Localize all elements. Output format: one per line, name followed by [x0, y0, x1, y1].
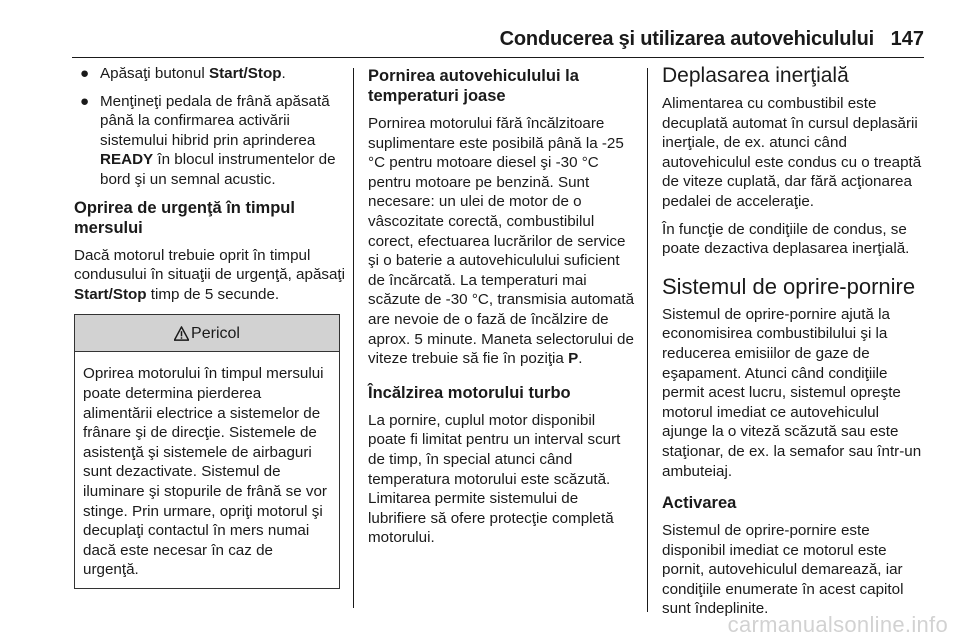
column-1	[74, 64, 350, 589]
section-heading: Deplasarea inerţială	[662, 64, 849, 87]
bullet-text: Menţineţi pedala de frână apăsată până la confirmarea activării sistemului hibrid prin aprinderea	[100, 92, 330, 149]
paragraph	[368, 114, 636, 369]
page-title: Conducerea şi utilizarea autovehiculului	[499, 28, 874, 50]
danger-box	[74, 314, 340, 589]
bullet-bold: READY	[100, 151, 154, 169]
section-heading: Pornirea autovehiculului la temperaturi joase	[368, 67, 579, 105]
list-item	[74, 64, 350, 84]
bullet-bold: Start/Stop	[208, 65, 282, 82]
paragraph	[74, 246, 350, 305]
header-divider	[72, 57, 924, 58]
paragraph-text: timp de 5 secunde.	[146, 285, 280, 303]
paragraph: Sistemul de oprire-pornire este disponibil imediat ce motorul este pornit, autovehiculul demarează, iar condiţiile enumerate în acest capitol sunt îndeplinite.	[662, 522, 904, 618]
bullet-text: Apăsaţi butonul	[100, 65, 209, 82]
column-3	[662, 64, 928, 627]
paragraph: Sistemul de oprire-pornire ajută la economisirea combustibilului şi la reducerea emisiilor de gaze de eşapament. Atunci când condiţiile permit acest lucru, sistemul opreşte motorul imediat ce autovehiculul ajunge la o viteză scăzută sau este staţionar, de ex. la semafor sau într-un ambuteiaj.	[662, 305, 922, 480]
section-heading: Activarea	[662, 494, 737, 513]
danger-title: Pericol	[191, 324, 240, 342]
column-divider	[353, 68, 354, 608]
danger-text: Oprirea motorului în timpul mersului poate determina pierderea alimentării electrice a sistemelor de frânare şi de direcţie. Sistemele de asistenţă şi sistemele de airbaguri sunt dezactivate. Sistemul de iluminare şi stopurile de frână se vor stinge. Prin urmare, opriţi motorul şi decuplaţi contactul în mers numai dacă este necesar în caz de urgenţă.	[83, 365, 327, 579]
section-heading: Oprirea de urgenţă în timpul mersului	[74, 198, 295, 237]
bullet-dot-icon: ●	[80, 92, 90, 110]
paragraph-bold: Start/Stop	[74, 285, 147, 303]
paragraph: Alimentarea cu combustibil este decuplată automat în cursul deplasării inerţiale, de ex. atunci când autovehiculul este condus cu o treaptă de viteze cuplată, dar fără acţionarea pedalei de acceleraţie.	[662, 95, 922, 210]
danger-header	[75, 315, 339, 352]
paragraph: În funcţie de condiţiile de condus, se poate dezactiva deplasarea inerţială.	[662, 220, 910, 258]
paragraph-bold: P	[568, 350, 579, 368]
paragraph-text: Pornirea motorului fără încălzitoare suplimentare este posibilă până la -25 °C pentru motoare diesel şi -30 °C pentru motoare pe benzină. Sunt necesare: un ulei de motor de o vâscozitate corectă, combustibilul corect, efectuarea lucrărilor de service şi o baterie a autovehiculului suficient de încărcată. La temperaturi mai scăzute de -30 °C, transmisia automată are nevoie de o fază de încălzire de aprox. 5 minute. Maneta selectorului de viteze trebuie să fie în poziţia	[368, 115, 635, 368]
section-heading: Sistemul de oprire-pornire	[662, 273, 916, 299]
paragraph-text: .	[578, 350, 583, 368]
bullet-dot-icon: ●	[80, 65, 90, 82]
list-item	[74, 92, 350, 190]
column-2	[368, 64, 636, 556]
watermark: carmanualsonline.info	[727, 612, 948, 637]
page-number: 147	[890, 28, 924, 50]
page-header	[0, 0, 960, 56]
paragraph: La pornire, cuplul motor disponibil poate fi limitat pentru un interval scurt de timp, în special atunci când temperatura motorului este scăzută. Limitarea permite sistemului de lubrifiere să ofere protecţie completă motorului.	[368, 411, 621, 547]
bullet-text: în blocul instrumentelor de bord şi un semnal acustic.	[100, 151, 336, 188]
section-heading: Încălzirea motorului turbo	[368, 383, 571, 402]
bullet-text: .	[281, 65, 286, 82]
warning-triangle-icon	[174, 326, 189, 341]
column-divider	[647, 68, 648, 612]
paragraph-text: Dacă motorul trebuie oprit în timpul condusului în situaţii de urgenţă, apăsaţi	[74, 246, 346, 284]
